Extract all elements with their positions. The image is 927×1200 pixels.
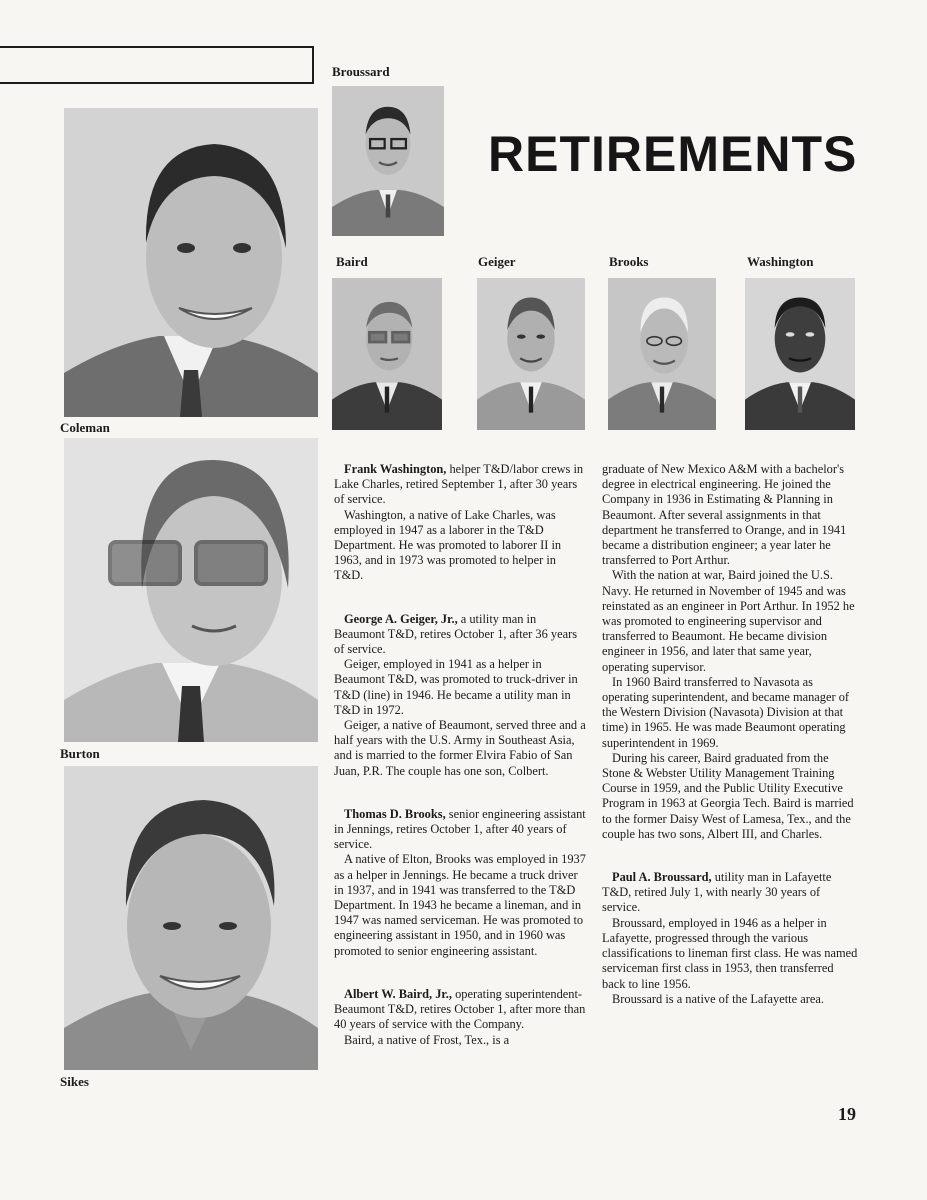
caption-washington: Washington (747, 254, 814, 269)
article-broussard-lead: Paul A. Broussard, utility man in Lafayette T&D, retired July 1, with nearly 30 years of service. (602, 870, 832, 915)
portrait-washington (745, 278, 855, 430)
page-number: 19 (838, 1104, 856, 1124)
portrait-coleman (64, 108, 318, 417)
text-column-right (602, 462, 858, 1007)
article-geiger-lead: George A. Geiger, Jr., a utility man in Beaumont T&D, retires October 1, after 36 years of service. (334, 611, 578, 657)
article-washington-lead: Frank Washington, helper T&D/labor crews in Lake Charles, retired September 1, after 30 years of service. (334, 462, 584, 507)
article-washington-p1: Washington, a native of Lake Charles, was employed in 1947 as a laborer in the T&D Department. He was promoted to laborer II in 1963, and in 1973 was promoted to helper in T&D. (334, 507, 562, 583)
header-rule-box (0, 46, 314, 84)
article-geiger-p2: Geiger, a native of Beaumont, served three and a half years with the U.S. Army in Southeast Asia, and is married to the former Elvira Fabio of San Juan, P.R. The couple has one son, Colbert. (334, 718, 586, 778)
portrait-sikes (64, 766, 318, 1070)
caption-coleman: Coleman (60, 420, 110, 435)
article-geiger-p1: Geiger, employed in 1941 as a helper in Beaumont T&D, was promoted to truck-driver in T&D (line) in 1946. He became a utility man in T&D in 1972. (334, 657, 578, 717)
article-broussard-p2: Broussard is a native of the Lafayette area. (612, 991, 824, 1006)
portrait-burton (64, 438, 318, 742)
article-baird-cont: graduate of New Mexico A&M with a bachelor's degree in electrical engineering. He joined the Company in 1936 in Estimating & Planning in Beaumont. After several assignments in that department he transferred to Orange, and in 1941 became a distribution engineer; a year later he transferred to Port Arthur. (602, 462, 847, 568)
text-column-left (334, 462, 586, 1048)
caption-broussard: Broussard (332, 64, 390, 79)
caption-baird: Baird (336, 254, 368, 269)
article-brooks-lead: Thomas D. Brooks, senior engineering assistant in Jennings, retires October 1, after 40 years of service. (334, 806, 586, 852)
article-baird-p1: Baird, a native of Frost, Tex., is a (344, 1032, 510, 1047)
page-title: RETIREMENTS (488, 126, 858, 182)
article-baird-p4: During his career, Baird graduated from the Stone & Webster Utility Management Training Course in 1959, and the Public Utility Executive Program in 1963 at Georgia Tech. Baird is married to the former Daisy West of Lamesa, Tex., and the couple has two sons, Albert III, and Charles. (602, 750, 854, 841)
portrait-brooks (608, 278, 716, 430)
article-baird-p3: In 1960 Baird transferred to Navasota as operating superintendent, and became manager of the Western Division (Navasota) Division at that time) in 1965. He was made Beaumont operating superintendent in 1969. (602, 674, 850, 750)
article-broussard-p1: Broussard, employed in 1946 as a helper in Lafayette, progressed through the various classifications to lineman first class. He was named serviceman first class in 1953, then transferred back to line 1956. (602, 915, 858, 991)
caption-brooks: Brooks (609, 254, 649, 269)
article-baird-lead: Albert W. Baird, Jr., operating superintendent-Beaumont T&D, retires October 1, after more than 40 years of service with the Company. (334, 986, 586, 1032)
caption-burton: Burton (60, 746, 100, 761)
portrait-baird (332, 278, 442, 430)
article-baird-p2: With the nation at war, Baird joined the U.S. Navy. He returned in November of 1945 and was reinstated as an engineer in Port Arthur. In 1952 he was promoted to engineering supervisor and transferred to Beaumont. He became division engineer in 1956, and later that same year, operating supervisor. (602, 568, 855, 674)
caption-geiger: Geiger (478, 254, 516, 269)
portrait-broussard (332, 86, 444, 236)
portrait-geiger (477, 278, 585, 430)
caption-sikes: Sikes (60, 1074, 89, 1089)
article-brooks-p1: A native of Elton, Brooks was employed in 1937 as a helper in Jennings. He became a truck driver in 1937, and in 1941 was transferred to the T&D Department. In 1943 he became a lineman, and in 1947 was named serviceman. He was promoted to engineering assistant in 1950, and in 1960 was promoted to senior engineering assistant. (334, 852, 586, 958)
